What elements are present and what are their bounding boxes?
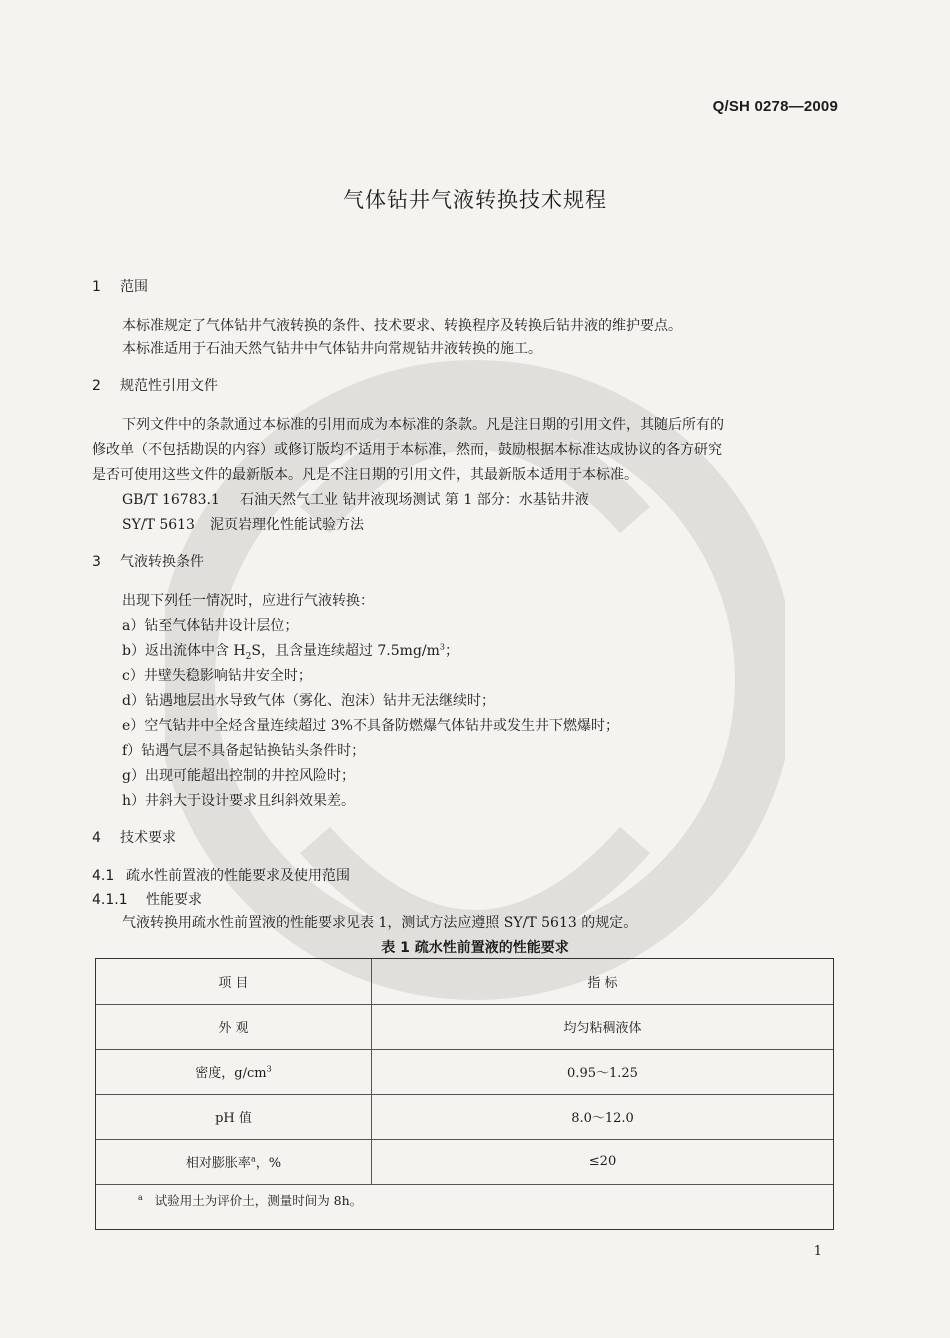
list-item: c）井壁失稳影响钻井安全时； xyxy=(122,668,312,684)
list-item: g）出现可能超出控制的井控风险时； xyxy=(122,768,355,784)
list-item xyxy=(122,640,459,662)
table-header-row xyxy=(96,959,833,1004)
table-row xyxy=(96,1094,833,1139)
header-cell-value: 指 标 xyxy=(372,959,834,1004)
table-footnote xyxy=(138,1191,362,1209)
paragraph: 气液转换用疏水性前置液的性能要求见表 1，测试方法应遵照 SY/T 5613 的规定。 xyxy=(122,915,638,931)
reference-item xyxy=(122,489,589,509)
table-1 xyxy=(95,958,834,1230)
section-title: 技术要求 xyxy=(120,830,176,846)
paragraph-line: 下列文件中的条款通过本标准的引用而成为本标准的条款。凡是注日期的引用文件，其随后所有的 xyxy=(122,417,724,433)
cell-text: 相对膨胀率 xyxy=(185,1156,251,1171)
table-caption: 表 1 疏水性前置液的性能要求 xyxy=(381,940,569,956)
list-item: f）钻遇气层不具备起钻换钻头条件时； xyxy=(122,743,366,759)
table-cell xyxy=(96,1049,372,1094)
subscript: 2 xyxy=(245,651,252,662)
section-title: 范围 xyxy=(120,279,148,295)
footnote-mark: a xyxy=(138,1192,143,1202)
section-2-heading xyxy=(92,375,218,395)
reference-code: SY/T 5613 xyxy=(122,517,195,533)
table-cell xyxy=(96,1139,372,1184)
reference-item xyxy=(122,514,364,534)
table-cell: ≤20 xyxy=(372,1139,834,1184)
section-title: 性能要求 xyxy=(146,892,202,908)
table-cell: 均匀粘稠液体 xyxy=(372,1004,834,1049)
document-title: 气体钻井气液转换技术规程 xyxy=(343,188,607,212)
table-cell: 8.0～12.0 xyxy=(372,1094,834,1139)
list-intro: 出现下列任一情况时，应进行气液转换： xyxy=(122,593,374,609)
list-item-text: ； xyxy=(445,643,459,659)
reference-title: 泥页岩理化性能试验方法 xyxy=(210,517,364,533)
superscript: 3 xyxy=(439,642,445,652)
properties-table xyxy=(96,959,833,1185)
subsection-4-1-heading xyxy=(92,865,350,885)
section-title: 气液转换条件 xyxy=(120,554,204,570)
table-row xyxy=(96,1004,833,1049)
table-cell: 外 观 xyxy=(96,1004,372,1049)
table-cell: pH 值 xyxy=(96,1094,372,1139)
list-item-text: b）返出流体中含 H xyxy=(122,643,246,659)
page-number: 1 xyxy=(813,1244,822,1259)
subsection-4-1-1-heading xyxy=(92,889,202,909)
section-number: 4 xyxy=(92,830,101,846)
section-number: 2 xyxy=(92,378,101,394)
paragraph: 本标准规定了气体钻井气液转换的条件、技术要求、转换程序及转换后钻井液的维护要点。 xyxy=(122,318,682,334)
section-title: 规范性引用文件 xyxy=(120,378,218,394)
reference-title: 石油天然气工业 钻井液现场测试 第 1 部分：水基钻井液 xyxy=(240,492,589,508)
list-item: d）钻遇地层出水导致气体（雾化、泡沫）钻井无法继续时； xyxy=(122,693,495,709)
reference-code: GB/T 16783.1 xyxy=(122,492,220,508)
section-1-heading xyxy=(92,276,148,296)
table-cell: 0.95～1.25 xyxy=(372,1049,834,1094)
list-item: e）空气钻井中全烃含量连续超过 3%不具备防燃爆气体钻井或发生井下燃爆时； xyxy=(122,718,619,734)
document-code: Q/SH 0278—2009 xyxy=(712,98,838,115)
cell-text: 密度，g/cm xyxy=(195,1066,267,1081)
list-item: a）钻至气体钻井设计层位； xyxy=(122,618,299,634)
section-number: 3 xyxy=(92,554,101,570)
section-number: 1 xyxy=(92,279,101,295)
header-cell-item: 项 目 xyxy=(96,959,372,1004)
section-4-heading xyxy=(92,827,176,847)
section-title: 疏水性前置液的性能要求及使用范围 xyxy=(126,868,350,884)
section-3-heading xyxy=(92,551,204,571)
list-item-text: S，且含量连续超过 7.5mg/m xyxy=(251,643,440,659)
superscript: 3 xyxy=(266,1064,272,1074)
table-row xyxy=(96,1049,833,1094)
cell-text: ，% xyxy=(255,1156,282,1171)
superscript: a xyxy=(250,1154,256,1164)
table-row xyxy=(96,1139,833,1184)
paragraph: 本标准适用于石油天然气钻井中气体钻井向常规钻井液转换的施工。 xyxy=(122,341,542,357)
list-item: h）井斜大于设计要求且纠斜效果差。 xyxy=(122,793,356,809)
section-number: 4.1 xyxy=(92,868,115,884)
paragraph-line: 是否可使用这些文件的最新版本。凡是不注日期的引用文件，其最新版本适用于本标准。 xyxy=(92,467,638,483)
paragraph-line: 修改单（不包括勘误的内容）或修订版均不适用于本标准，然而，鼓励根据本标准达成协议的各方研究 xyxy=(92,442,722,458)
footnote-text: 试验用土为评价土，测量时间为 8h。 xyxy=(154,1193,363,1208)
section-number: 4.1.1 xyxy=(92,892,128,908)
